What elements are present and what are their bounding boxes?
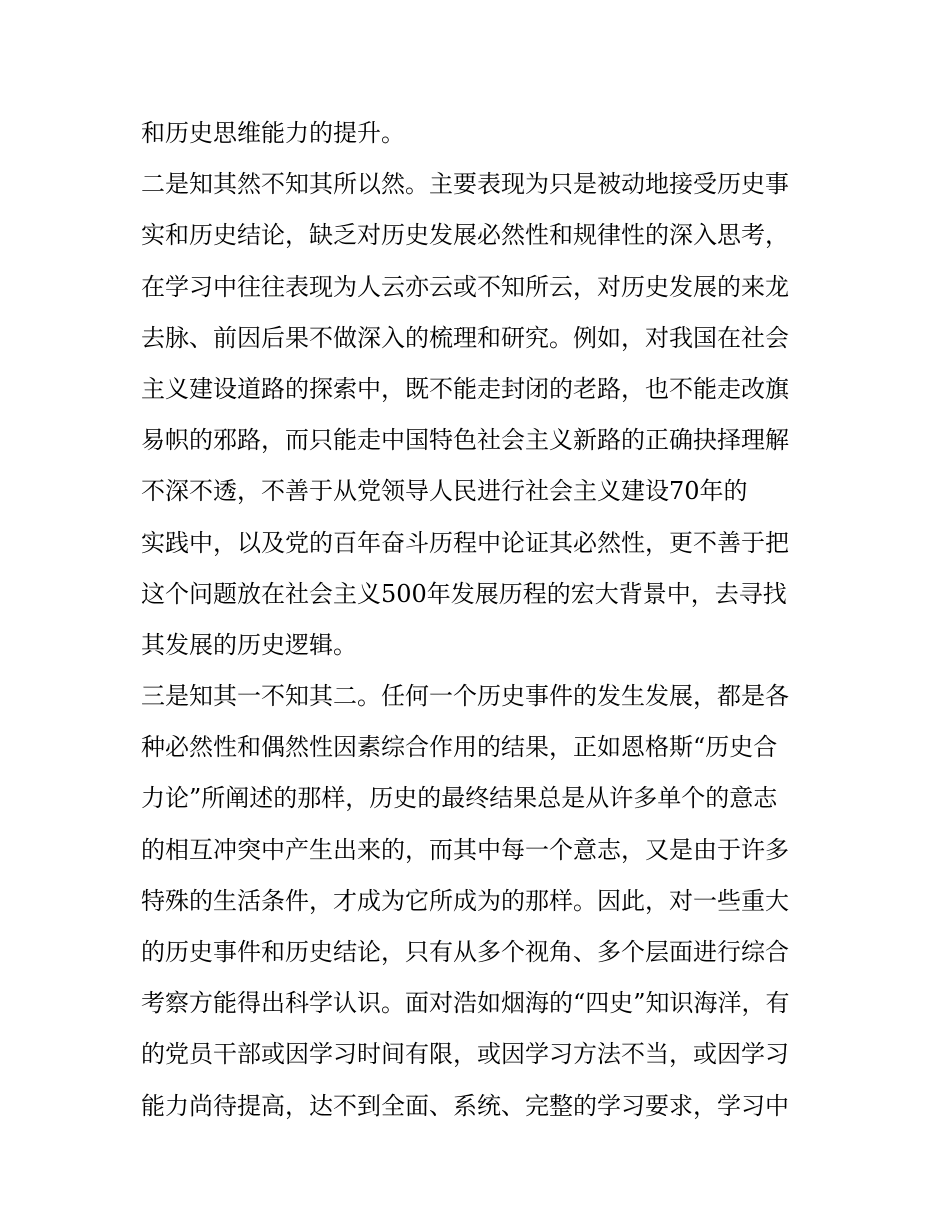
text-line-3: 实和历史结论，缺乏对历史发展必然性和规律性的深入思考， xyxy=(141,221,789,250)
body-text xyxy=(141,108,813,1132)
text-line-1: 和历史思维能力的提升。 xyxy=(141,119,405,147)
text-line-8: 不深不透，不善于从党领导人民进行社会主义建设70年的 xyxy=(141,477,748,506)
text-line-9: 实践中，以及党的百年奋斗历程中论证其必然性，更不善于把 xyxy=(141,528,789,557)
text-line-10: 这个问题放在社会主义500年发展历程的宏大背景中，去寻找 xyxy=(141,579,787,608)
text-line-14: 力论”所阐述的那样，历史的最终结果总是从许多单个的意志 xyxy=(141,784,778,813)
text-line-2: 二是知其然不知其所以然。主要表现为只是被动地接受历史事 xyxy=(141,170,789,199)
text-line-12: 三是知其一不知其二。任何一个历史事件的发生发展，都是各 xyxy=(141,682,789,711)
text-line-7: 易帜的邪路，而只能走中国特色社会主义新路的正确抉择理解 xyxy=(141,426,789,455)
text-line-16: 特殊的生活条件，才成为它所成为的那样。因此，对一些重大 xyxy=(141,886,789,915)
text-line-4: 在学习中往往表现为人云亦云或不知所云，对历史发展的来龙 xyxy=(141,272,789,301)
text-line-19: 的党员干部或因学习时间有限，或因学习方法不当，或因学习 xyxy=(141,1040,789,1069)
text-line-6: 主义建设道路的探索中，既不能走封闭的老路，也不能走改旗 xyxy=(141,374,789,403)
text-line-20: 能力尚待提高，达不到全面、系统、完整的学习要求，学习中 xyxy=(141,1091,789,1120)
text-line-18: 考察方能得出科学认识。面对浩如烟海的“四史”知识海洋，有 xyxy=(141,989,790,1018)
text-line-5: 去脉、前因后果不做深入的梳理和研究。例如，对我国在社会 xyxy=(141,323,789,352)
text-line-13: 种必然性和偶然性因素综合作用的结果，正如恩格斯“历史合 xyxy=(141,733,778,762)
text-line-11: 其发展的历史逻辑。 xyxy=(141,630,357,659)
text-line-15: 的相互冲突中产生出来的，而其中每一个意志，又是由于许多 xyxy=(141,835,789,864)
text-line-17: 的历史事件和历史结论，只有从多个视角、多个层面进行综合 xyxy=(141,938,789,966)
